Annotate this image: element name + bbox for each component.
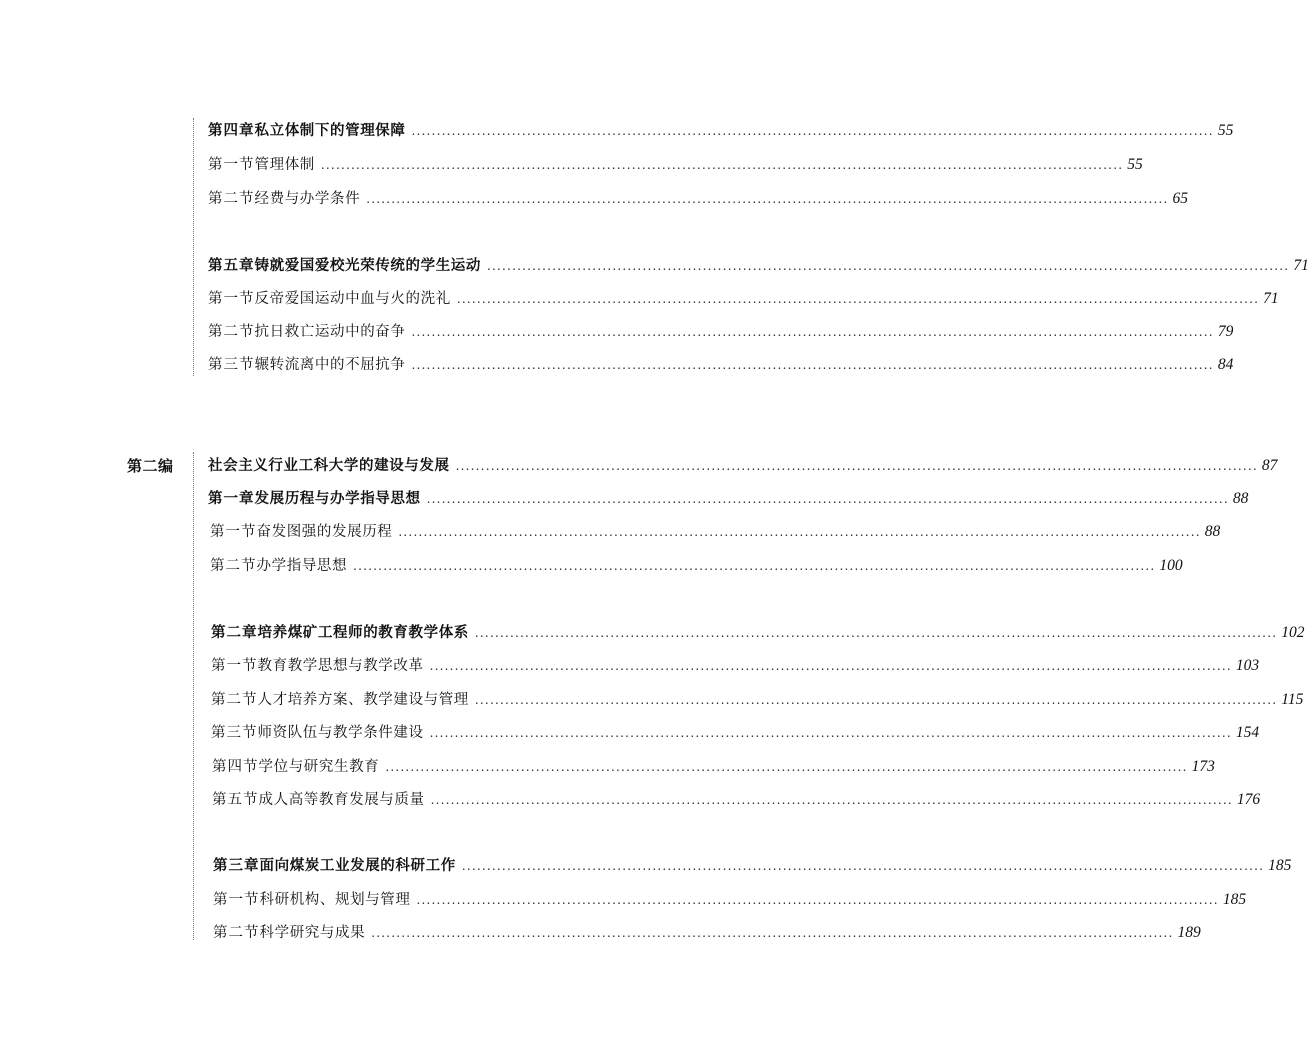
- entry-label: 第一节: [210, 524, 257, 540]
- toc-entry-section[interactable]: [212, 756, 1215, 778]
- dot-leader: ................................................................................................................................................................: [416, 893, 1219, 907]
- entry-label: 第一章: [208, 490, 255, 507]
- toc-entry-section[interactable]: [208, 288, 1279, 310]
- dot-leader: ................................................................................................................................................................: [371, 926, 1174, 940]
- entry-page-number: 88: [1232, 490, 1249, 507]
- dot-leader: ................................................................................................................................................................: [429, 659, 1232, 673]
- entry-label: 第三节: [211, 725, 258, 741]
- dot-leader: ................................................................................................................................................................: [474, 693, 1278, 707]
- toc-entry-chapter[interactable]: [211, 622, 1305, 644]
- entry-label: 第二节: [211, 692, 258, 708]
- entry-page-number: 176: [1236, 791, 1261, 808]
- entry-label: 第二节: [210, 558, 257, 574]
- entry-page-number: 65: [1172, 190, 1189, 207]
- entry-label: 第二节: [208, 191, 255, 207]
- dot-leader: ................................................................................................................................................................: [455, 459, 1258, 473]
- toc-entry-chapter[interactable]: [208, 255, 1309, 277]
- toc-entry-chapter[interactable]: [208, 488, 1249, 510]
- entry-page-number: 55: [1217, 122, 1234, 139]
- entry-label: 第二节: [208, 324, 255, 340]
- entry-title: 教育教学思想与教学改革: [257, 658, 424, 674]
- entry-page-number: 71: [1263, 290, 1279, 307]
- entry-label: 第一节: [208, 291, 255, 307]
- entry-label: 第五章: [208, 257, 255, 274]
- entry-title: 办学指导思想: [256, 558, 348, 574]
- entry-label: 第一节: [208, 157, 255, 173]
- dot-leader: ................................................................................................................................................................: [320, 158, 1124, 172]
- margin-rule-upper: [193, 118, 194, 376]
- entry-page-number: 71: [1293, 257, 1309, 274]
- entry-label: 第三节: [208, 357, 255, 373]
- entry-title: 学位与研究生教育: [258, 759, 380, 775]
- entry-title: 奋发图强的发展历程: [256, 524, 393, 540]
- entry-title: 科研机构、规划与管理: [259, 892, 411, 908]
- entry-title: 培养煤矿工程师的教育教学体系: [257, 624, 469, 641]
- dot-leader: ................................................................................................................................................................: [411, 325, 1214, 339]
- toc-entry-section[interactable]: [208, 321, 1234, 343]
- toc-entry-chapter[interactable]: [208, 120, 1234, 142]
- toc-entry-section[interactable]: [212, 789, 1261, 811]
- entry-page-number: 87: [1261, 457, 1278, 474]
- entry-title: 反帝爱国运动中血与火的洗礼: [254, 291, 451, 307]
- margin-rule-lower: [193, 452, 194, 940]
- toc-entry-section[interactable]: [208, 354, 1234, 376]
- entry-label: 第一节: [211, 658, 258, 674]
- entry-page-number: 115: [1281, 691, 1304, 708]
- dot-leader: ................................................................................................................................................................: [411, 358, 1214, 372]
- entry-title: 科学研究与成果: [259, 925, 366, 941]
- entry-title: 抗日救亡运动中的奋争: [254, 324, 406, 340]
- entry-title: 成人高等教育发展与质量: [258, 792, 425, 808]
- toc-entry-section[interactable]: [213, 889, 1247, 911]
- entry-title: 私立体制下的管理保障: [254, 122, 406, 139]
- entry-label: 第五节: [212, 792, 259, 808]
- entry-label: 第二节: [213, 925, 260, 941]
- toc-entry-part[interactable]: [208, 455, 1278, 477]
- entry-title: 辗转流离中的不屈抗争: [254, 357, 406, 373]
- entry-label: 第二章: [211, 624, 258, 641]
- entry-page-number: 154: [1235, 724, 1260, 741]
- entry-label: 第四节: [212, 759, 259, 775]
- entry-page-number: 185: [1222, 891, 1247, 908]
- entry-page-number: 189: [1177, 924, 1201, 941]
- toc-entry-section[interactable]: [211, 655, 1260, 677]
- dot-leader: ................................................................................................................................................................: [426, 492, 1229, 506]
- entry-page-number: 100: [1159, 557, 1183, 574]
- dot-leader: ................................................................................................................................................................: [366, 192, 1169, 206]
- entry-page-number: 102: [1281, 624, 1305, 641]
- entry-title: 面向煤炭工业发展的科研工作: [259, 857, 456, 874]
- entry-page-number: 185: [1268, 857, 1292, 874]
- entry-title: 师资队伍与教学条件建设: [257, 725, 424, 741]
- entry-title: 发展历程与办学指导思想: [254, 490, 421, 507]
- entry-title: 人才培养方案、教学建设与管理: [257, 692, 469, 708]
- toc-entry-section[interactable]: [213, 922, 1201, 944]
- entry-label: 第三章: [213, 857, 260, 874]
- entry-title: 管理体制: [254, 157, 315, 173]
- dot-leader: ................................................................................................................................................................: [430, 793, 1233, 807]
- dot-leader: ................................................................................................................................................................: [411, 124, 1214, 138]
- dot-leader: ................................................................................................................................................................: [353, 559, 1156, 573]
- entry-page-number: 84: [1217, 356, 1234, 373]
- entry-label: 第一节: [213, 892, 260, 908]
- toc-entry-section[interactable]: [208, 154, 1143, 176]
- toc-entry-section[interactable]: [211, 722, 1260, 744]
- dot-leader: ................................................................................................................................................................: [429, 726, 1232, 740]
- dot-leader: ................................................................................................................................................................: [398, 525, 1201, 539]
- entry-title: 社会主义行业工科大学的建设与发展: [208, 457, 450, 474]
- toc-entry-section[interactable]: [208, 188, 1189, 210]
- entry-page-number: 88: [1204, 523, 1221, 540]
- toc-entry-section[interactable]: [210, 521, 1221, 543]
- entry-page-number: 79: [1217, 323, 1234, 340]
- part-label: 第二编: [127, 457, 174, 475]
- entry-page-number: 103: [1235, 657, 1260, 674]
- dot-leader: ................................................................................................................................................................: [461, 859, 1265, 873]
- dot-leader: ................................................................................................................................................................: [474, 626, 1278, 640]
- dot-leader: ................................................................................................................................................................: [385, 760, 1188, 774]
- toc-entry-chapter[interactable]: [213, 855, 1292, 877]
- dot-leader: ................................................................................................................................................................: [487, 259, 1290, 273]
- toc-entry-section[interactable]: [211, 689, 1304, 711]
- entry-label: 第四章: [208, 122, 255, 139]
- dot-leader: ................................................................................................................................................................: [456, 292, 1260, 306]
- toc-entry-section[interactable]: [210, 555, 1183, 577]
- entry-title: 经费与办学条件: [254, 191, 361, 207]
- entry-title: 铸就爱国爱校光荣传统的学生运动: [254, 257, 481, 274]
- entry-page-number: 55: [1127, 156, 1143, 173]
- entry-page-number: 173: [1191, 758, 1215, 775]
